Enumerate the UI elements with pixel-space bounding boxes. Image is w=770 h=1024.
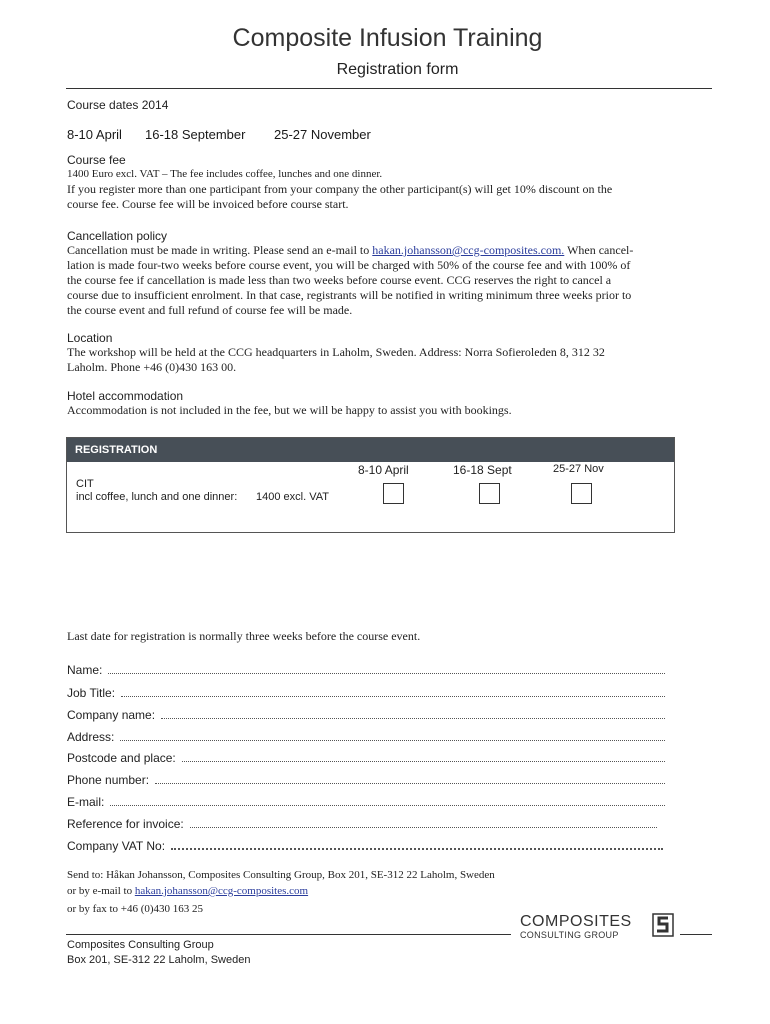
- header-divider: [66, 88, 712, 89]
- footer-address: Box 201, SE-312 22 Laholm, Sweden: [67, 954, 251, 966]
- email-input[interactable]: [110, 804, 665, 806]
- course-date-2: 16-18 September: [145, 127, 246, 142]
- vat-input[interactable]: [171, 847, 663, 850]
- location-heading: Location: [67, 331, 113, 345]
- reg-price: 1400 excl. VAT: [256, 491, 329, 503]
- course-fee-text: [67, 167, 707, 212]
- course-date-1: 8-10 April: [67, 127, 122, 142]
- field-name: [67, 661, 665, 677]
- course-date-3: 25-27 November: [274, 127, 371, 142]
- logo-mark-icon: [652, 913, 674, 937]
- send-to-block: [67, 867, 495, 917]
- field-postcode: [67, 749, 665, 765]
- field-label: Company name:: [67, 708, 156, 722]
- footer-company: Composites Consulting Group: [67, 939, 214, 951]
- reg-col-april: 8-10 April: [358, 463, 409, 477]
- name-input[interactable]: [108, 672, 665, 674]
- logo-subtitle: CONSULTING GROUP: [520, 930, 619, 940]
- registration-box: [66, 437, 675, 533]
- phone-input[interactable]: [155, 782, 665, 784]
- location-line: Laholm. Phone +46 (0)430 163 00.: [67, 360, 237, 374]
- page-title: Composite Infusion Training: [232, 24, 543, 52]
- field-phone: [67, 771, 665, 787]
- cancellation-line: the course fee if cancellation is made less than two weeks before course event. CCG reserves the right to cancel a: [67, 273, 612, 287]
- checkbox-nov[interactable]: [571, 483, 592, 504]
- field-address: [67, 728, 665, 744]
- field-label: Address:: [67, 730, 115, 744]
- postcode-input[interactable]: [182, 760, 665, 762]
- cancellation-line-pre: Cancellation must be made in writing. Please send an e-mail to: [67, 243, 373, 257]
- field-label: Company VAT No:: [67, 839, 166, 853]
- field-label: Postcode and place:: [67, 751, 176, 765]
- checkbox-sept[interactable]: [479, 483, 500, 504]
- reg-col-nov: 25-27 Nov: [553, 463, 604, 475]
- course-fee-line: course fee. Course fee will be invoiced before course start.: [67, 197, 349, 211]
- cancellation-email-link[interactable]: hakan.johansson@ccg-composites.com.: [372, 243, 565, 257]
- field-label: E-mail:: [67, 795, 105, 809]
- field-email: [67, 793, 665, 809]
- course-dates-row: [67, 127, 467, 143]
- send-to-email-link[interactable]: hakan.johansson@ccg-composites.com: [134, 885, 309, 897]
- reg-col-sept: 16-18 Sept: [453, 463, 512, 477]
- field-reference: [67, 815, 657, 831]
- send-to-line: or by fax to +46 (0)430 163 25: [67, 903, 204, 915]
- last-date-note: Last date for registration is normally three weeks before the course event.: [67, 629, 421, 643]
- course-fee-line: If you register more than one participant from your company the other participant(s) will get 10% discount on the: [67, 182, 613, 196]
- field-label: Reference for invoice:: [67, 817, 184, 831]
- footer-divider: [66, 934, 511, 935]
- cancellation-line: the course event and full refund of course fee will be made.: [67, 303, 353, 317]
- location-line: The workshop will be held at the CCG headquarters in Laholm, Sweden. Address: Norra Sofieroleden 8, 312 32: [67, 345, 605, 359]
- address-input[interactable]: [120, 739, 665, 741]
- company-name-input[interactable]: [161, 717, 665, 719]
- footer-divider-right: [680, 934, 712, 935]
- course-fee-heading: Course fee: [67, 153, 126, 167]
- hotel-heading: Hotel accommodation: [67, 389, 184, 403]
- cancellation-heading: Cancellation policy: [67, 229, 168, 243]
- job-title-input[interactable]: [121, 695, 665, 697]
- field-label: Phone number:: [67, 773, 150, 787]
- location-text: [67, 345, 707, 375]
- field-job-title: [67, 684, 665, 700]
- cancellation-line: [67, 243, 707, 258]
- course-fee-line: 1400 Euro excl. VAT – The fee includes coffee, lunches and one dinner.: [67, 168, 383, 180]
- cancellation-text: [67, 243, 707, 318]
- reference-input[interactable]: [190, 826, 657, 828]
- send-to-line: Send to: Håkan Johansson, Composites Consulting Group, Box 201, SE-312 22 Laholm, Sweden: [67, 869, 495, 881]
- reg-includes: incl coffee, lunch and one dinner:: [76, 491, 238, 503]
- registration-header: REGISTRATION: [67, 438, 674, 462]
- field-label: Name:: [67, 663, 103, 677]
- checkbox-april[interactable]: [383, 483, 404, 504]
- send-to-line: [67, 883, 495, 899]
- page-subtitle: Registration form: [336, 61, 459, 78]
- hotel-text: Accommodation is not included in the fee, but we will be happy to assist you with bookings.: [67, 403, 512, 417]
- send-to-email-pre: or by e-mail to: [67, 885, 135, 897]
- reg-course-code: CIT: [76, 478, 94, 490]
- field-vat: [67, 837, 663, 853]
- cancellation-line: lation is made four-two weeks before course event, you will be charged with 50% of the course fee and with 100% of: [67, 258, 631, 272]
- cancellation-line: course due to insufficient enrolment. In that case, registrants will be notified in writing minimum three weeks prior to: [67, 288, 632, 302]
- logo-wordmark: COMPOSITES: [520, 913, 632, 930]
- cancellation-line-post: When cancel-: [564, 243, 634, 257]
- field-company-name: [67, 706, 665, 722]
- field-label: Job Title:: [67, 686, 116, 700]
- course-dates-heading: Course dates 2014: [67, 98, 169, 112]
